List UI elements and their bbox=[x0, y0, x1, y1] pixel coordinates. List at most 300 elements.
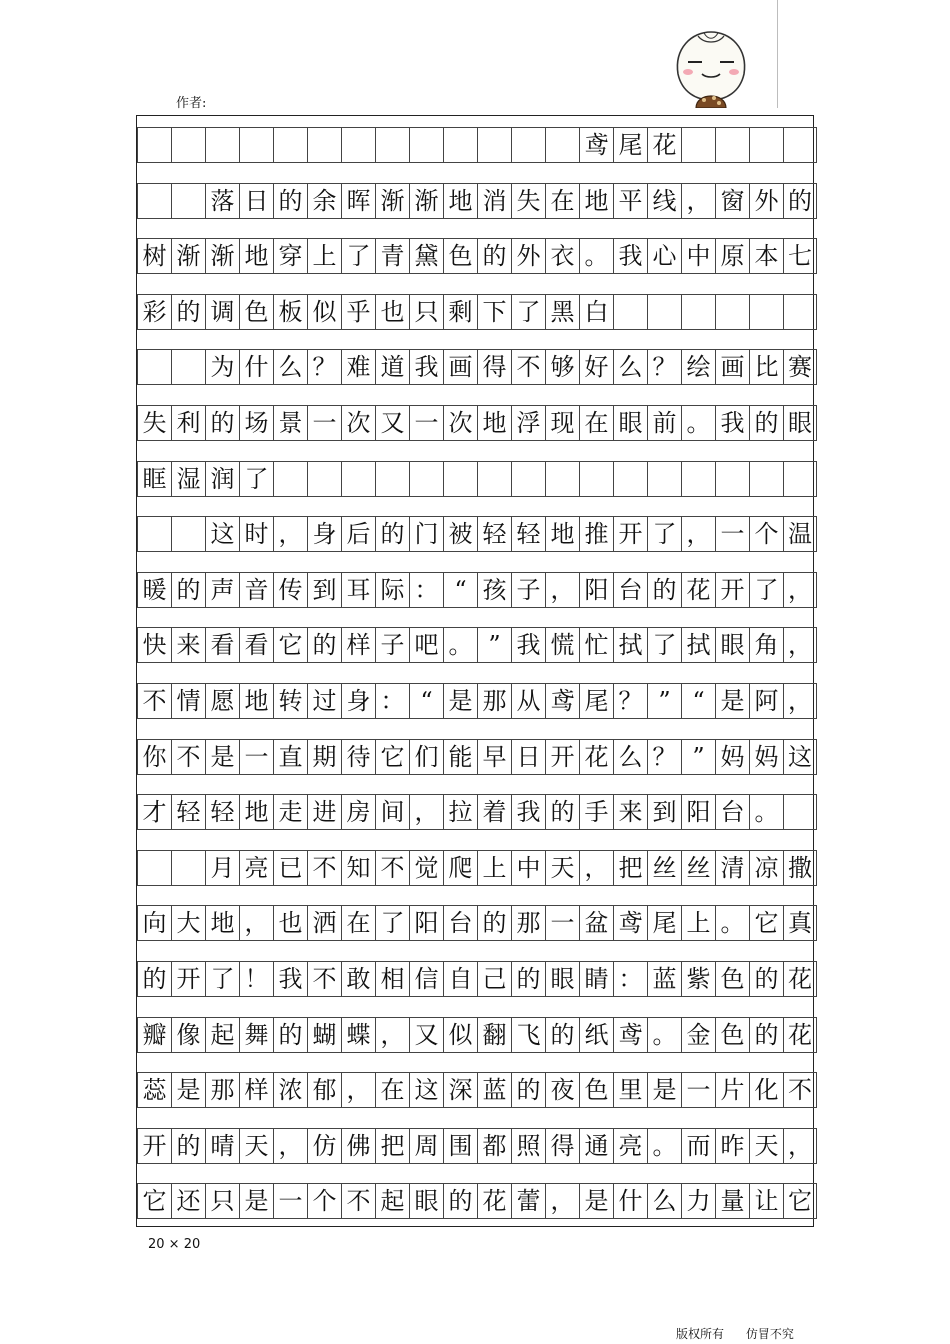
grid-cell-char: 眼 bbox=[715, 627, 749, 663]
grid-cell-char: 的 bbox=[443, 1183, 477, 1219]
grid-cell-char: 在 bbox=[545, 183, 579, 219]
grid-cell-char: 的 bbox=[205, 405, 239, 441]
grid-cell bbox=[137, 127, 171, 163]
grid-cell-char: 轻 bbox=[205, 794, 239, 830]
grid-cell-char: 敢 bbox=[341, 961, 375, 997]
grid-cell-char: 地 bbox=[239, 238, 273, 274]
grid-cell bbox=[341, 127, 375, 163]
grid-cell-char: 次 bbox=[341, 405, 375, 441]
grid-cell-char: 青 bbox=[375, 238, 409, 274]
grid-cell bbox=[171, 516, 205, 552]
grid-cell bbox=[137, 850, 171, 886]
grid-cell bbox=[613, 461, 647, 497]
grid-cell-char: 轻 bbox=[171, 794, 205, 830]
grid-cell-char: 温 bbox=[783, 516, 817, 552]
grid-cell-char: 通 bbox=[579, 1128, 613, 1164]
grid-cell-char: 。 bbox=[647, 1017, 681, 1053]
grid-cell bbox=[579, 461, 613, 497]
grid-cell-char: 推 bbox=[579, 516, 613, 552]
grid-cell-char: ： bbox=[409, 572, 443, 608]
grid-cell-char: 画 bbox=[715, 349, 749, 385]
grid-cell-char: 地 bbox=[239, 683, 273, 719]
grid-cell-char: 我 bbox=[511, 627, 545, 663]
grid-cell-char: 花 bbox=[783, 1017, 817, 1053]
grid-cell-char: 它 bbox=[137, 1183, 171, 1219]
grid-cell-char: 传 bbox=[273, 572, 307, 608]
grid-cell-char: 让 bbox=[749, 1183, 783, 1219]
grid-cell-char: 润 bbox=[205, 461, 239, 497]
grid-cell-char: 月 bbox=[205, 850, 239, 886]
grid-cell-char: 的 bbox=[477, 905, 511, 941]
grid-cell-char: 什 bbox=[613, 1183, 647, 1219]
grid-cell-char: 愿 bbox=[205, 683, 239, 719]
grid-cell-char: “ bbox=[409, 683, 443, 719]
grid-cell-char: 的 bbox=[273, 1017, 307, 1053]
grid-cell-char: 而 bbox=[681, 1128, 715, 1164]
grid-cell-char: 起 bbox=[375, 1183, 409, 1219]
grid-cell bbox=[511, 461, 545, 497]
grid-cell-char: 走 bbox=[273, 794, 307, 830]
grid-cell-char: 信 bbox=[409, 961, 443, 997]
grid-cell-char: 在 bbox=[579, 405, 613, 441]
grid-cell-char: 地 bbox=[477, 405, 511, 441]
grid-cell-char: 鸢 bbox=[613, 905, 647, 941]
grid-cell bbox=[545, 461, 579, 497]
grid-cell-char: 一 bbox=[239, 739, 273, 775]
grid-cell bbox=[511, 127, 545, 163]
grid-cell-char: 窗 bbox=[715, 183, 749, 219]
grid-cell-char: 么 bbox=[647, 1183, 681, 1219]
grid-cell-char: ， bbox=[783, 627, 817, 663]
grid-cell-char: ” bbox=[647, 683, 681, 719]
grid-cell-char: 夜 bbox=[545, 1072, 579, 1108]
grid-cell-char: 够 bbox=[545, 349, 579, 385]
grid-cell-char: 拭 bbox=[613, 627, 647, 663]
grid-cell-char: 房 bbox=[341, 794, 375, 830]
grid-cell-char: 了 bbox=[205, 961, 239, 997]
grid-cell-char: 舞 bbox=[239, 1017, 273, 1053]
grid-cell-char: ， bbox=[681, 183, 715, 219]
grid-cell-char: 进 bbox=[307, 794, 341, 830]
grid-cell bbox=[749, 461, 783, 497]
grid-cell-char: 耳 bbox=[341, 572, 375, 608]
grid-cell-char: 么 bbox=[613, 739, 647, 775]
grid-cell-char: 把 bbox=[375, 1128, 409, 1164]
grid-cell-char: 只 bbox=[205, 1183, 239, 1219]
grid-cell-char: 消 bbox=[477, 183, 511, 219]
grid-cell bbox=[681, 127, 715, 163]
grid-cell bbox=[783, 794, 817, 830]
grid-cell-char: 前 bbox=[647, 405, 681, 441]
grid-cell-char: 飞 bbox=[511, 1017, 545, 1053]
grid-cell-char: 身 bbox=[341, 683, 375, 719]
grid-cell-char: 样 bbox=[239, 1072, 273, 1108]
grid-cell-char: 绘 bbox=[681, 349, 715, 385]
grid-cell-char: 鸢 bbox=[579, 127, 613, 163]
grid-cell-char: 凉 bbox=[749, 850, 783, 886]
grid-size-label: 20 × 20 bbox=[148, 1237, 201, 1252]
grid-cell-char: 到 bbox=[647, 794, 681, 830]
grid-cell-char: 的 bbox=[477, 238, 511, 274]
grid-cell-char: ， bbox=[273, 516, 307, 552]
grid-cell-char: 那 bbox=[205, 1072, 239, 1108]
grid-cell-char: ” bbox=[681, 739, 715, 775]
grid-cell-char: 自 bbox=[443, 961, 477, 997]
grid-cell-char: 又 bbox=[409, 1017, 443, 1053]
grid-cell-char: 的 bbox=[171, 294, 205, 330]
grid-cell bbox=[749, 127, 783, 163]
grid-cell-char: 门 bbox=[409, 516, 443, 552]
grid-cell-char: 爬 bbox=[443, 850, 477, 886]
grid-cell-char: 身 bbox=[307, 516, 341, 552]
grid-cell-char: 周 bbox=[409, 1128, 443, 1164]
margin-line bbox=[777, 0, 778, 108]
grid-cell-char: 地 bbox=[205, 905, 239, 941]
grid-cell bbox=[239, 127, 273, 163]
grid-cell-char: 浮 bbox=[511, 405, 545, 441]
grid-cell bbox=[205, 127, 239, 163]
grid-cell-char: 不 bbox=[341, 1183, 375, 1219]
grid-cell-char: ， bbox=[409, 794, 443, 830]
grid-cell-char: 画 bbox=[443, 349, 477, 385]
grid-cell-char: 中 bbox=[681, 238, 715, 274]
steamed-bun-mascot-icon bbox=[668, 22, 754, 108]
grid-cell-char: 来 bbox=[613, 794, 647, 830]
grid-cell-char: 蕾 bbox=[511, 1183, 545, 1219]
grid-cell-char: 子 bbox=[511, 572, 545, 608]
grid-cell bbox=[375, 127, 409, 163]
grid-cell bbox=[171, 349, 205, 385]
grid-cell-char: 乎 bbox=[341, 294, 375, 330]
grid-cell-char: 开 bbox=[171, 961, 205, 997]
grid-cell-char: 直 bbox=[273, 739, 307, 775]
grid-cell-char: 是 bbox=[443, 683, 477, 719]
grid-cell-char: 际 bbox=[375, 572, 409, 608]
grid-cell-char: 从 bbox=[511, 683, 545, 719]
composition-grid-paper bbox=[136, 115, 814, 1227]
grid-cell-char: 蝶 bbox=[341, 1017, 375, 1053]
grid-cell-char: 外 bbox=[511, 238, 545, 274]
grid-cell bbox=[715, 127, 749, 163]
grid-cell-char: ， bbox=[341, 1072, 375, 1108]
grid-cell-char: 我 bbox=[273, 961, 307, 997]
grid-cell bbox=[647, 294, 681, 330]
grid-cell-char: 的 bbox=[545, 1017, 579, 1053]
grid-cell-char: 开 bbox=[545, 739, 579, 775]
grid-cell-char: 了 bbox=[375, 905, 409, 941]
grid-cell-char: 轻 bbox=[511, 516, 545, 552]
grid-cell-char: 清 bbox=[715, 850, 749, 886]
grid-cell-char: 你 bbox=[137, 739, 171, 775]
grid-cell bbox=[137, 183, 171, 219]
grid-cell-char: 孩 bbox=[477, 572, 511, 608]
grid-cell-char: 什 bbox=[239, 349, 273, 385]
grid-cell-char: 亮 bbox=[613, 1128, 647, 1164]
grid-cell-char: 天 bbox=[749, 1128, 783, 1164]
grid-cell-char: 情 bbox=[171, 683, 205, 719]
grid-cell-char: 线 bbox=[647, 183, 681, 219]
grid-cell-char: 调 bbox=[205, 294, 239, 330]
grid-cell-char: 了 bbox=[647, 627, 681, 663]
grid-cell-char: 昨 bbox=[715, 1128, 749, 1164]
grid-cell-char: 早 bbox=[477, 739, 511, 775]
grid-cell-char: 地 bbox=[239, 794, 273, 830]
grid-cell-char: 个 bbox=[307, 1183, 341, 1219]
grid-cell bbox=[307, 127, 341, 163]
grid-cell-char: 音 bbox=[239, 572, 273, 608]
grid-cell-char: 地 bbox=[443, 183, 477, 219]
grid-cell-char: ？ bbox=[307, 349, 341, 385]
grid-cell-char: 色 bbox=[443, 238, 477, 274]
grid-cell-char: 天 bbox=[545, 850, 579, 886]
grid-cell-char: 色 bbox=[579, 1072, 613, 1108]
grid-cell-char: “ bbox=[443, 572, 477, 608]
grid-cell-char: 的 bbox=[749, 961, 783, 997]
grid-cell-char: ， bbox=[273, 1128, 307, 1164]
grid-cell-char: 比 bbox=[749, 349, 783, 385]
grid-cell-char: 慌 bbox=[545, 627, 579, 663]
grid-cell-char: 样 bbox=[341, 627, 375, 663]
grid-cell-char: ： bbox=[375, 683, 409, 719]
grid-cell-char: 阳 bbox=[409, 905, 443, 941]
grid-cell-char: 眼 bbox=[409, 1183, 443, 1219]
grid-cell-char: 拉 bbox=[443, 794, 477, 830]
grid-cell-char: 景 bbox=[273, 405, 307, 441]
grid-cell-char: 场 bbox=[239, 405, 273, 441]
copyright-notice: 版权所有 仿冒不究 bbox=[676, 1327, 794, 1341]
grid-cell-char: 那 bbox=[511, 905, 545, 941]
grid-cell-char: 起 bbox=[205, 1017, 239, 1053]
grid-cell-char: 期 bbox=[307, 739, 341, 775]
grid-cell-char: 的 bbox=[137, 961, 171, 997]
grid-cell-char: 睛 bbox=[579, 961, 613, 997]
grid-cell bbox=[171, 127, 205, 163]
grid-cell-char: 子 bbox=[375, 627, 409, 663]
grid-cell-char: 这 bbox=[205, 516, 239, 552]
grid-cell-char: 花 bbox=[477, 1183, 511, 1219]
grid-cell-char: 穿 bbox=[273, 238, 307, 274]
grid-cell bbox=[477, 127, 511, 163]
grid-cell-char: 尾 bbox=[613, 127, 647, 163]
grid-cell-char: 似 bbox=[443, 1017, 477, 1053]
grid-cell-char: 色 bbox=[715, 961, 749, 997]
grid-cell-char: 里 bbox=[613, 1072, 647, 1108]
grid-cell-char: 一 bbox=[681, 1072, 715, 1108]
grid-cell bbox=[341, 461, 375, 497]
grid-cell-char: 台 bbox=[613, 572, 647, 608]
grid-cell-char: 了 bbox=[239, 461, 273, 497]
grid-cell-char: 地 bbox=[545, 516, 579, 552]
grid-cell-char: 得 bbox=[545, 1128, 579, 1164]
grid-cell-char: 丝 bbox=[647, 850, 681, 886]
grid-cell-char: 转 bbox=[273, 683, 307, 719]
grid-cell-char: 盆 bbox=[579, 905, 613, 941]
author-label: 作者: bbox=[176, 96, 207, 111]
grid-cell-char: 的 bbox=[647, 572, 681, 608]
grid-cell-char: “ bbox=[681, 683, 715, 719]
grid-cell-char: 的 bbox=[273, 183, 307, 219]
grid-cell-char: 不 bbox=[783, 1072, 817, 1108]
grid-cell-char: 的 bbox=[511, 1072, 545, 1108]
grid-cell-char: 阿 bbox=[749, 683, 783, 719]
grid-cell-char: 我 bbox=[511, 794, 545, 830]
grid-cell-char: 它 bbox=[783, 1183, 817, 1219]
grid-cell-char: 暖 bbox=[137, 572, 171, 608]
grid-cell-char: 大 bbox=[171, 905, 205, 941]
grid-cell-char: 开 bbox=[715, 572, 749, 608]
grid-cell-char: 是 bbox=[647, 1072, 681, 1108]
grid-cell-char: 晴 bbox=[205, 1128, 239, 1164]
grid-cell-char: 一 bbox=[545, 905, 579, 941]
grid-cell-char: 花 bbox=[647, 127, 681, 163]
grid-cell-char: 妈 bbox=[715, 739, 749, 775]
grid-cell-char: 一 bbox=[307, 405, 341, 441]
grid-cell-char: 白 bbox=[579, 294, 613, 330]
grid-cell bbox=[443, 127, 477, 163]
grid-cell-char: 被 bbox=[443, 516, 477, 552]
grid-cell-char: 纸 bbox=[579, 1017, 613, 1053]
grid-cell-char: ： bbox=[613, 961, 647, 997]
grid-cell-char: 向 bbox=[137, 905, 171, 941]
grid-cell-char: 紫 bbox=[681, 961, 715, 997]
grid-cell-char: 树 bbox=[137, 238, 171, 274]
grid-cell-char: 声 bbox=[205, 572, 239, 608]
grid-cell-char: 不 bbox=[171, 739, 205, 775]
grid-cell-char: 的 bbox=[511, 961, 545, 997]
grid-cell-char: 的 bbox=[545, 794, 579, 830]
grid-cell-char: 撒 bbox=[783, 850, 817, 886]
grid-cell-char: 看 bbox=[205, 627, 239, 663]
grid-cell-char: 渐 bbox=[171, 238, 205, 274]
grid-cell-char: 。 bbox=[647, 1128, 681, 1164]
grid-cell bbox=[715, 461, 749, 497]
grid-cell-char: 还 bbox=[171, 1183, 205, 1219]
grid-cell bbox=[409, 461, 443, 497]
grid-cell-char: ， bbox=[545, 572, 579, 608]
grid-cell-char: 眼 bbox=[613, 405, 647, 441]
grid-cell-char: 仿 bbox=[307, 1128, 341, 1164]
grid-cell bbox=[375, 461, 409, 497]
grid-cell-char: 台 bbox=[715, 794, 749, 830]
grid-cell-char: 又 bbox=[375, 405, 409, 441]
grid-cell-char: 手 bbox=[579, 794, 613, 830]
grid-cell-char: 日 bbox=[511, 739, 545, 775]
grid-cell-char: 能 bbox=[443, 739, 477, 775]
grid-cell-char: 过 bbox=[307, 683, 341, 719]
grid-cell-char: 中 bbox=[511, 850, 545, 886]
grid-cell bbox=[783, 127, 817, 163]
grid-cell-char: 角 bbox=[749, 627, 783, 663]
grid-cell-char: 照 bbox=[511, 1128, 545, 1164]
grid-cell-char: 片 bbox=[715, 1072, 749, 1108]
grid-cell-char: 开 bbox=[613, 516, 647, 552]
grid-cell-char: 妈 bbox=[749, 739, 783, 775]
grid-cell-char: ， bbox=[681, 516, 715, 552]
grid-cell bbox=[477, 461, 511, 497]
grid-cell-char: 外 bbox=[749, 183, 783, 219]
grid-cell-char: 花 bbox=[681, 572, 715, 608]
grid-cell-char: 也 bbox=[375, 294, 409, 330]
grid-cell-char: 渐 bbox=[375, 183, 409, 219]
grid-cell bbox=[613, 294, 647, 330]
grid-cell bbox=[409, 127, 443, 163]
grid-cell-char: ， bbox=[783, 1128, 817, 1164]
grid-cell-char: 的 bbox=[171, 572, 205, 608]
grid-cell-char: 间 bbox=[375, 794, 409, 830]
grid-cell-char: 道 bbox=[375, 349, 409, 385]
grid-cell-char: 上 bbox=[307, 238, 341, 274]
grid-cell bbox=[749, 294, 783, 330]
grid-cell-char: 是 bbox=[171, 1072, 205, 1108]
grid-cell-char: 浓 bbox=[273, 1072, 307, 1108]
grid-cell-char: 知 bbox=[341, 850, 375, 886]
grid-cell-char: 色 bbox=[239, 294, 273, 330]
grid-cell-char: ？ bbox=[613, 683, 647, 719]
grid-cell-char: 围 bbox=[443, 1128, 477, 1164]
grid-cell-char: 己 bbox=[477, 961, 511, 997]
grid-cell-char: 我 bbox=[715, 405, 749, 441]
grid-cell-char: 我 bbox=[613, 238, 647, 274]
grid-cell-char: 待 bbox=[341, 739, 375, 775]
grid-cell-char: 剩 bbox=[443, 294, 477, 330]
grid-cell-char: ， bbox=[375, 1017, 409, 1053]
grid-cell-char: 么 bbox=[273, 349, 307, 385]
grid-cell-char: 似 bbox=[307, 294, 341, 330]
grid-cell-char: 一 bbox=[273, 1183, 307, 1219]
grid-cell-char: 吧 bbox=[409, 627, 443, 663]
grid-cell-char: 佛 bbox=[341, 1128, 375, 1164]
grid-cell-char: 的 bbox=[749, 405, 783, 441]
grid-cell-char: 看 bbox=[239, 627, 273, 663]
grid-cell-char: 忙 bbox=[579, 627, 613, 663]
grid-cell-char: 们 bbox=[409, 739, 443, 775]
grid-cell-char: 日 bbox=[239, 183, 273, 219]
grid-cell-char: 得 bbox=[477, 349, 511, 385]
grid-cell bbox=[273, 461, 307, 497]
grid-cell-char: ， bbox=[579, 850, 613, 886]
grid-cell-char: 把 bbox=[613, 850, 647, 886]
grid-cell-char: 量 bbox=[715, 1183, 749, 1219]
grid-cell-char: 洒 bbox=[307, 905, 341, 941]
grid-cell-char: 一 bbox=[715, 516, 749, 552]
grid-cell-char: 翻 bbox=[477, 1017, 511, 1053]
grid-cell-char: 眶 bbox=[137, 461, 171, 497]
grid-cell-char: 的 bbox=[307, 627, 341, 663]
grid-cell-char: 到 bbox=[307, 572, 341, 608]
grid-cell-char: 阳 bbox=[579, 572, 613, 608]
grid-cell-char: 七 bbox=[783, 238, 817, 274]
grid-cell-char: 了 bbox=[341, 238, 375, 274]
grid-cell-char: 在 bbox=[375, 1072, 409, 1108]
grid-cell-char: 鸢 bbox=[545, 683, 579, 719]
grid-cell-char: 晖 bbox=[341, 183, 375, 219]
grid-cell-char: 眼 bbox=[783, 405, 817, 441]
grid-cell bbox=[681, 461, 715, 497]
grid-cell-char: 亮 bbox=[239, 850, 273, 886]
grid-cell-char: 阳 bbox=[681, 794, 715, 830]
grid-cell-char: 那 bbox=[477, 683, 511, 719]
grid-cell-char: 心 bbox=[647, 238, 681, 274]
grid-cell-char: ？ bbox=[647, 739, 681, 775]
grid-cell-char: 么 bbox=[613, 349, 647, 385]
grid-cell-char: 郁 bbox=[307, 1072, 341, 1108]
grid-cell-char: 是 bbox=[205, 739, 239, 775]
grid-cell-char: 上 bbox=[681, 905, 715, 941]
grid-cell-char: 瓣 bbox=[137, 1017, 171, 1053]
grid-cell-char: 是 bbox=[715, 683, 749, 719]
grid-cell-char: 个 bbox=[749, 516, 783, 552]
grid-cell-char: 后 bbox=[341, 516, 375, 552]
